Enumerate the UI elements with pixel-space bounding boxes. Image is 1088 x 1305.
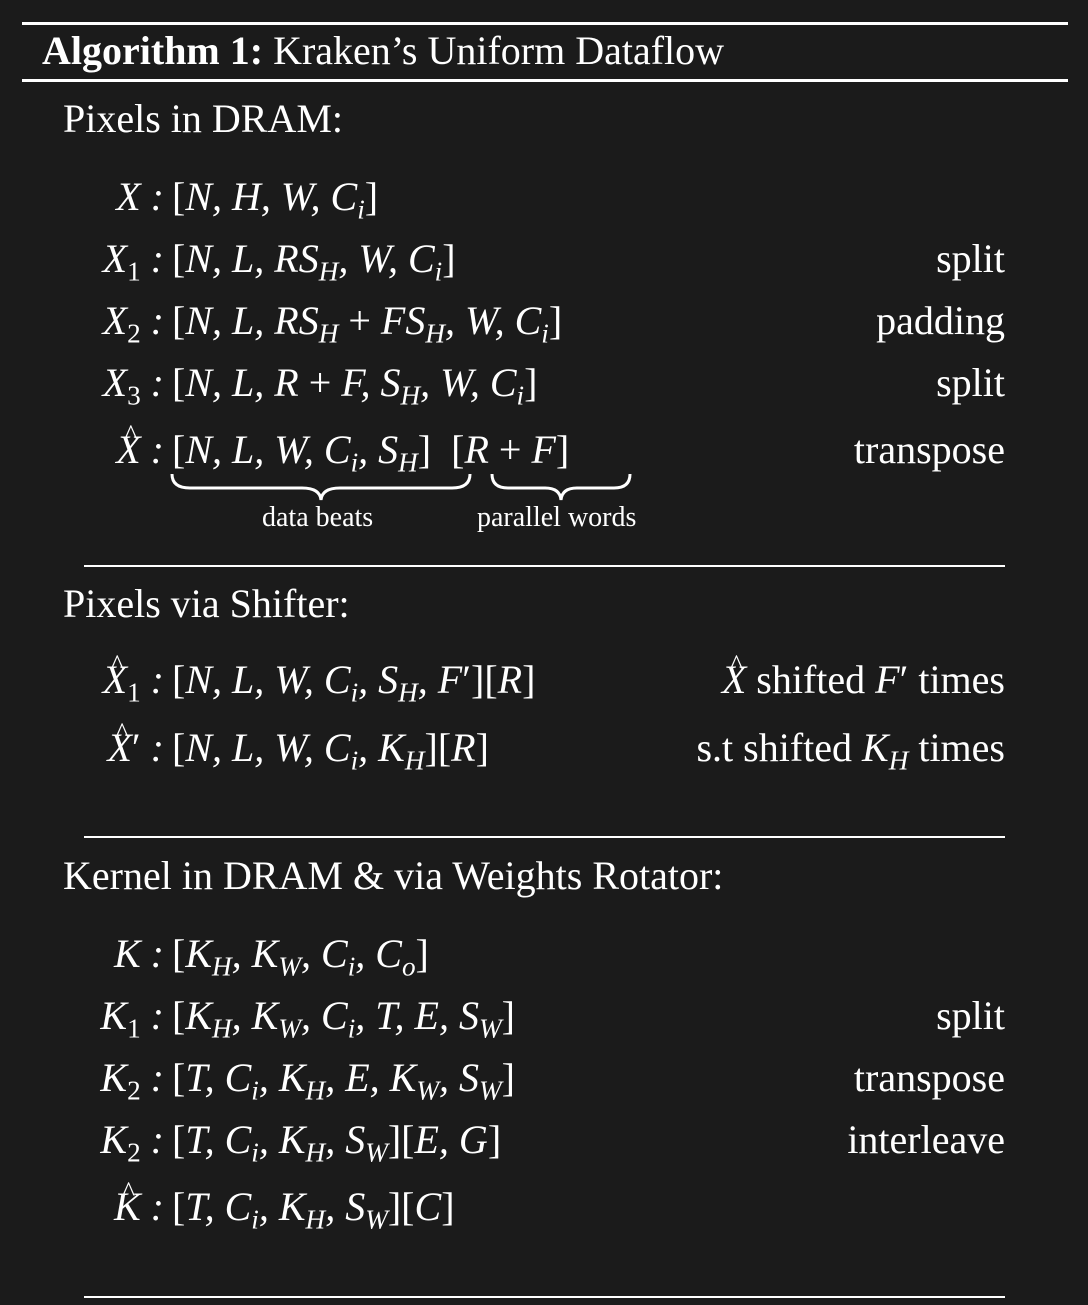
equation-lhs: $X_3$ : — [102, 360, 164, 411]
equation-rhs: [N, L, W, $C_i$, $K_H][R]$ — [172, 725, 489, 776]
brace-label-parallel-words: parallel words — [477, 502, 637, 533]
equation-lhs: $K_2$ : — [100, 1055, 164, 1106]
equation-lhs: $K_2$ : — [100, 1117, 164, 1168]
section-heading-pixels-dram: Pixels in DRAM: — [63, 96, 344, 141]
step-note: ^ X shifted F′ times — [722, 655, 1005, 705]
step-note: split — [936, 993, 1005, 1038]
note-word-shifted: shifted — [756, 657, 866, 702]
brace-label-data-beats: data beats — [262, 502, 374, 533]
equation-rhs: [$K_H$, $K_W$, $C_i$, T, E, $S_W$] — [172, 993, 515, 1044]
equation-rhs: [N, L, W, $C_i$, $S_H$, F′][R] — [172, 657, 536, 708]
note-phrase-st-shifted: s.t shifted — [696, 725, 852, 770]
equation-rhs: [T, $C_i$, $K_H$, E, $K_W$, $S_W$] — [172, 1055, 515, 1106]
step-note: transpose — [853, 1055, 1005, 1100]
section-heading-kernel: Kernel in DRAM & via Weights Rotator: — [63, 853, 724, 898]
equation-rhs: [$K_H$, $K_W$, $C_i$, $C_o$] — [172, 931, 429, 982]
equation-lhs: K : — [114, 931, 164, 976]
equation-lhs: ^ K : — [114, 1182, 164, 1232]
equation-rhs: [N, H, W, $C_i$] — [172, 174, 379, 225]
note-word-times: times — [918, 657, 1005, 702]
equation-lhs: ^ X : — [116, 425, 164, 475]
section-heading-pixels-shifter: Pixels via Shifter: — [63, 581, 350, 626]
step-note: split — [936, 360, 1005, 405]
equation-lhs: ^ X′ : — [107, 723, 164, 773]
step-note: s.t shifted $K_H$ times — [696, 725, 1005, 776]
step-note: split — [936, 236, 1005, 281]
equation-rhs: [N, L, R + F, $S_H$, W, $C_i$] — [172, 360, 538, 411]
equation-rhs: [N, L, W, $C_i$, $S_H$] [R + F] — [172, 427, 570, 478]
step-note: padding — [876, 298, 1005, 343]
underbrace-parallel-words — [492, 474, 630, 500]
equation-rhs: [N, L, $RS_H$, W, $C_i$] — [172, 236, 456, 287]
equation-lhs: $X_1$ : — [102, 236, 164, 287]
equation-lhs: $K_1$ : — [100, 993, 164, 1044]
note-word-times: times — [918, 725, 1005, 770]
equation-lhs: $X_2$ : — [102, 298, 164, 349]
step-note: interleave — [847, 1117, 1005, 1162]
equation-rhs: [T, $C_i$, $K_H$, $S_W][E$, G] — [172, 1117, 502, 1168]
equation-lhs: ^ $X_1$ : — [103, 655, 164, 705]
equation-rhs: [N, L, $RS_H + FS_H$, W, $C_i$] — [172, 298, 563, 349]
equation-lhs: X : — [116, 174, 164, 219]
equation-rhs: [T, $C_i$, $K_H$, $S_W][C]$ — [172, 1184, 455, 1235]
algorithm-name: Kraken’s Uniform Dataflow — [273, 28, 725, 73]
step-note: transpose — [853, 427, 1005, 472]
algorithm-label: Algorithm 1: — [42, 28, 264, 73]
underbrace-data-beats — [172, 474, 470, 500]
